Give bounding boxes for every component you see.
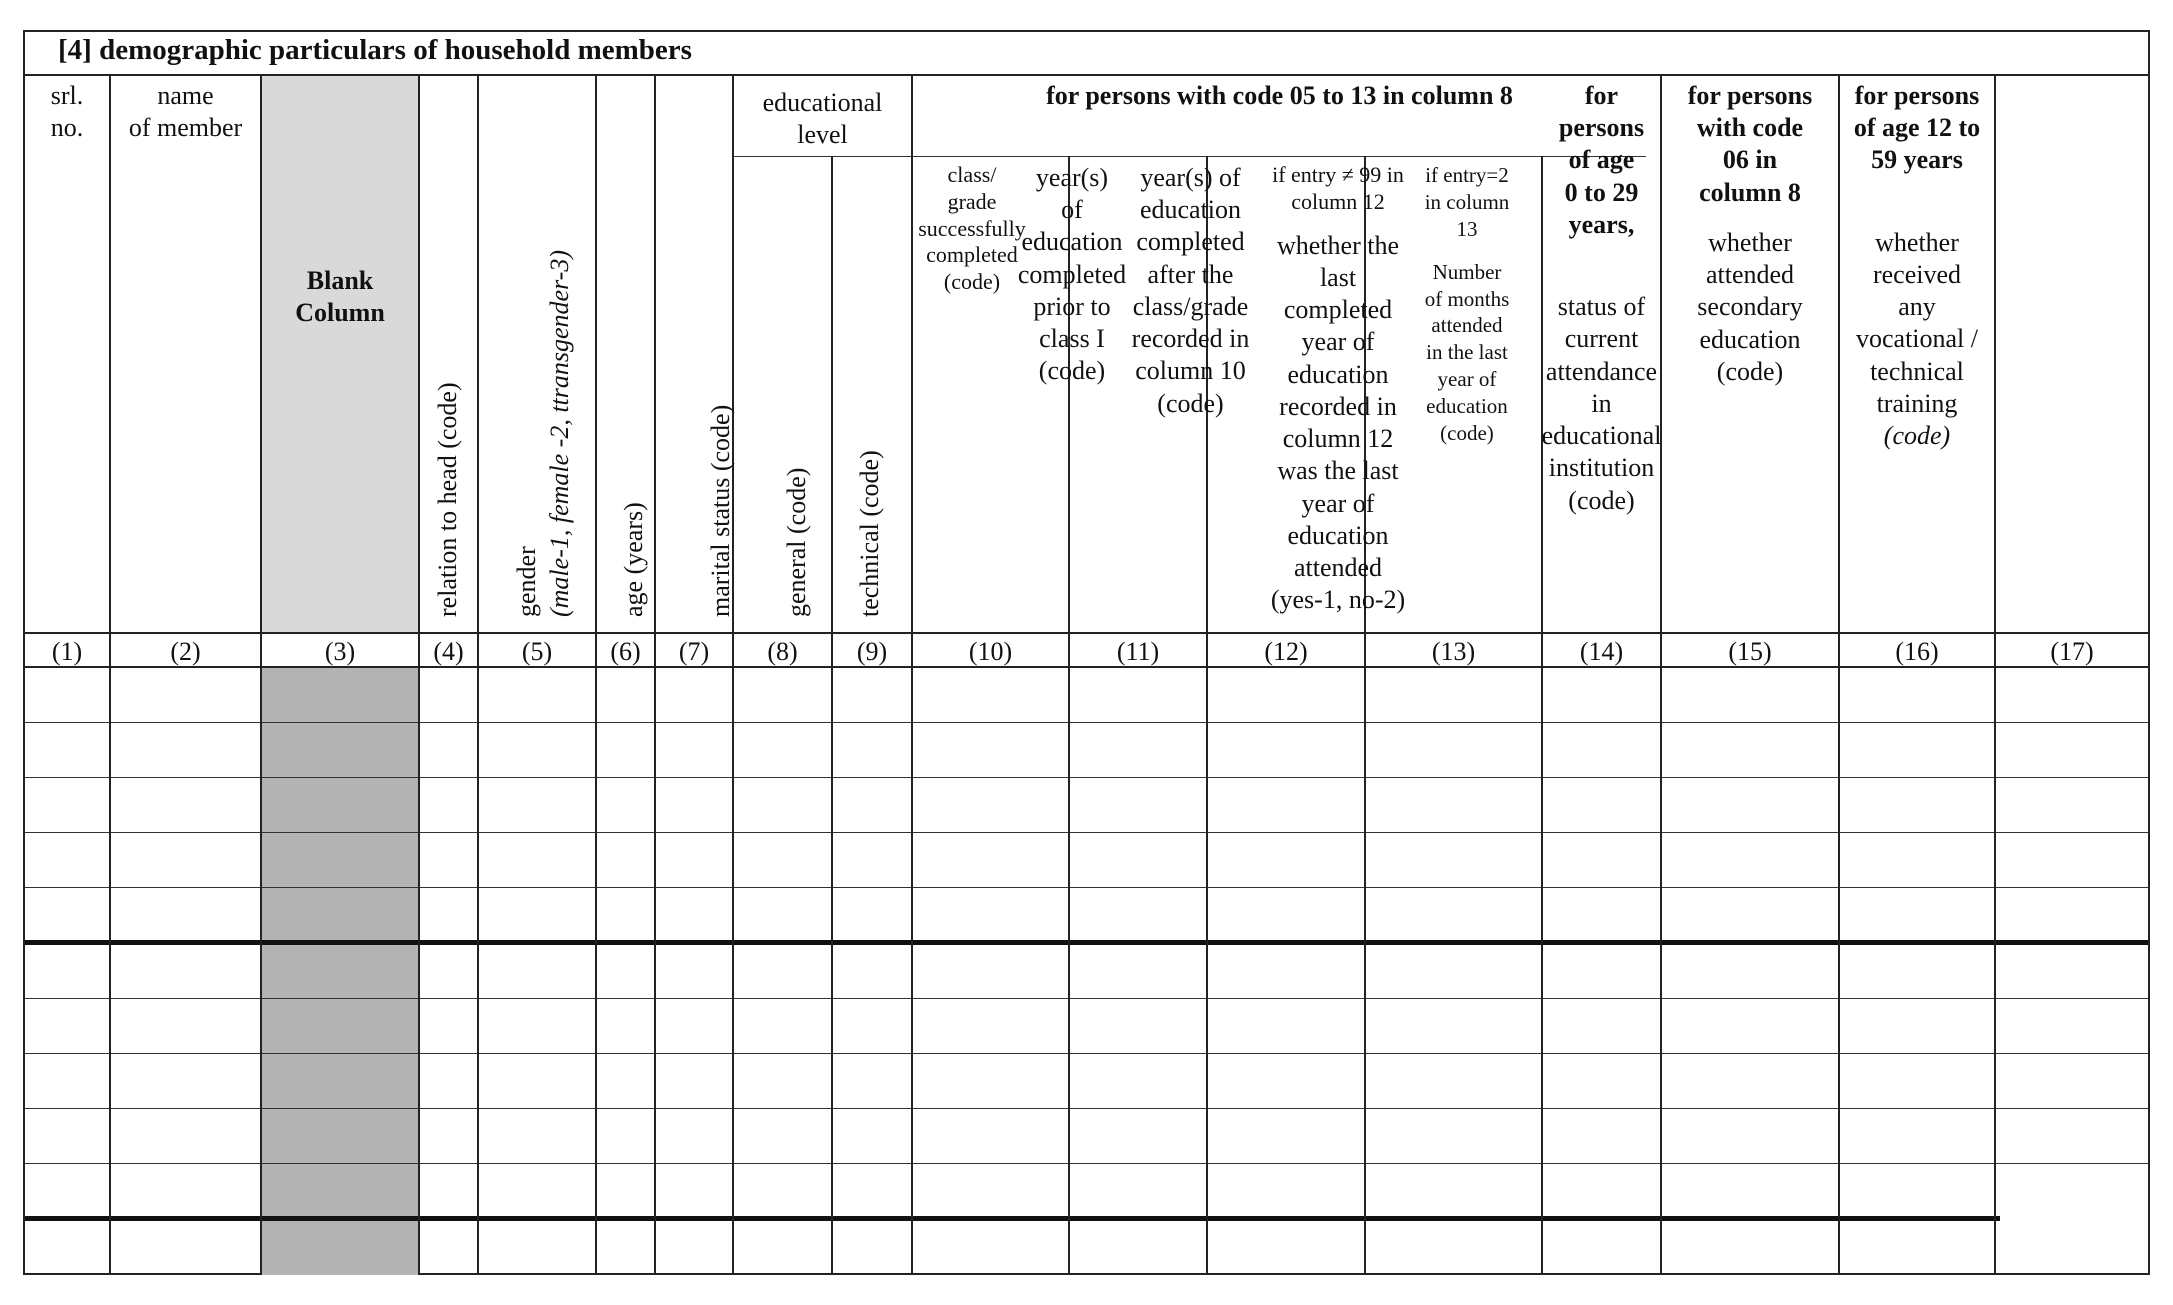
header-marital-status: marital status (code)	[706, 404, 735, 617]
col-border	[109, 74, 111, 1275]
header-technical-education: technical (code)	[855, 450, 884, 617]
blank-column-body-shade	[261, 668, 419, 1275]
col-border	[831, 156, 833, 1275]
col-border	[418, 74, 420, 1275]
group-separator-thick	[25, 1216, 2000, 1221]
column-number: (4)	[433, 637, 464, 666]
header-member-name: name of member	[128, 81, 243, 143]
row-divider	[25, 1108, 2148, 1109]
column-number: (5)	[521, 637, 553, 666]
form-title: [4] demographic particulars of household members	[58, 34, 692, 66]
column-number: (16)	[1895, 637, 1939, 666]
column-number: (2)	[170, 637, 201, 666]
row-divider	[25, 832, 2148, 833]
header-last-year-attended: if entry ≠ 99 in column 12 whether the last completed year of education recorded in column 12 was the last year of education attended (yes-1, no-2)	[1270, 162, 1406, 615]
header-group-code-05-13: for persons with code 05 to 13 in column 8	[1046, 81, 1513, 110]
header-vocational-training: for persons of age 12 to 59 years whether received any vocational / technical training (code)	[1853, 81, 1981, 451]
column-number: (11)	[1116, 637, 1160, 666]
column-number: (7)	[678, 637, 710, 666]
header-relation-to-head: relation to head (code)	[433, 382, 462, 617]
row-divider	[25, 887, 2148, 888]
row-divider	[25, 1053, 2148, 1054]
column-number: (9)	[856, 637, 888, 666]
col-border	[732, 74, 734, 1275]
header-bottom-divider	[25, 632, 2148, 634]
header-blank-column: Blank Column	[295, 265, 385, 327]
header-serial-number: srl. no.	[50, 81, 84, 143]
column-number: (10)	[968, 637, 1013, 666]
col-border	[654, 74, 656, 1275]
header-general-education: general (code)	[782, 467, 811, 617]
header-educational-level: educational level	[762, 87, 883, 149]
row-divider	[25, 998, 2148, 999]
column-number: (8)	[767, 637, 798, 666]
row-divider	[25, 777, 2148, 778]
demographic-form-table	[23, 30, 2150, 1275]
column-number: (6)	[610, 637, 641, 666]
group-header-divider-05-13	[913, 156, 1646, 157]
row-divider	[25, 722, 2148, 723]
row-divider	[25, 1163, 2148, 1164]
col-border	[477, 74, 479, 1275]
header-months-attended: if entry=2 in column 13 Number of months attended in the last year of education (code)	[1424, 163, 1510, 445]
header-class-grade-completed: class/ grade successfully completed (code)	[918, 162, 1026, 295]
header-age: age (years)	[619, 502, 648, 617]
group-header-divider-edu	[733, 156, 913, 157]
col-border	[595, 74, 597, 1275]
col-border	[1994, 74, 1996, 1275]
header-gender: gender (male-1, female -2, ttransgender-3)	[512, 250, 574, 617]
column-number: (3)	[324, 637, 356, 666]
header-current-attendance-status: for persons of age 0 to 29 years, status of current attendance in educational institution (code)	[1541, 81, 1662, 515]
header-secondary-education: for persons with code 06 in column 8 whether attended secondary education (code)	[1687, 81, 1813, 386]
header-years-after-class-grade: year(s) of education completed after the class/grade recorded in column 10 (code)	[1131, 163, 1250, 418]
column-number: (15)	[1728, 637, 1772, 666]
column-number: (1)	[51, 637, 83, 666]
header-years-prior-class-1: year(s) of education completed prior to class I (code)	[1017, 163, 1127, 386]
group-separator-thick	[25, 940, 2148, 945]
column-number: (17)	[2050, 637, 2094, 666]
column-number: (14)	[1579, 637, 1624, 666]
column-number: (13)	[1431, 637, 1476, 666]
column-number: (12)	[1264, 637, 1308, 666]
